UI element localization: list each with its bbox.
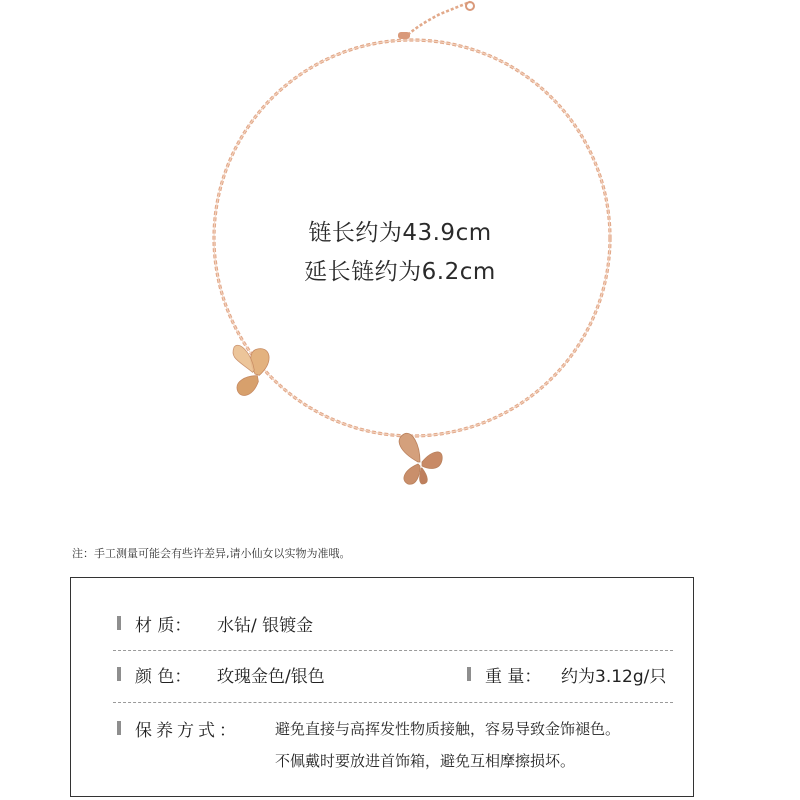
- weight-value: 约为3.12g/只: [561, 667, 667, 687]
- spec-box: [70, 577, 694, 797]
- weight-label: 重 量：: [485, 667, 542, 687]
- extension-length-text: 延长链约为6.2cm: [304, 259, 496, 285]
- material-marker: [117, 616, 121, 630]
- care-marker: [117, 721, 121, 735]
- clasp: [398, 32, 410, 39]
- care-label: 保养方式：: [135, 721, 240, 741]
- divider-1: [113, 650, 673, 651]
- divider-2: [113, 702, 673, 703]
- measurement-note: 注：手工测量可能会有些许差异,请小仙女以实物为准哦。: [72, 547, 351, 560]
- color-value: 玫瑰金色/银色: [217, 667, 325, 687]
- butterfly-charm-right: [399, 433, 442, 484]
- weight-marker: [467, 667, 471, 681]
- butterfly-charm-left: [230, 340, 275, 396]
- color-marker: [117, 667, 121, 681]
- color-label: 颜 色：: [135, 667, 192, 687]
- material-label: 材 质：: [135, 616, 192, 636]
- extension-chain: [404, 2, 470, 38]
- chain-length-text: 链长约为43.9cm: [308, 220, 492, 246]
- care-line-2: 不佩戴时要放进首饰箱，避免互相摩擦损坏。: [275, 752, 576, 770]
- care-line-1: 避免直接与高挥发性物质接触，容易导致金饰褪色。: [275, 720, 621, 738]
- material-value: 水钻/ 银镀金: [217, 616, 314, 636]
